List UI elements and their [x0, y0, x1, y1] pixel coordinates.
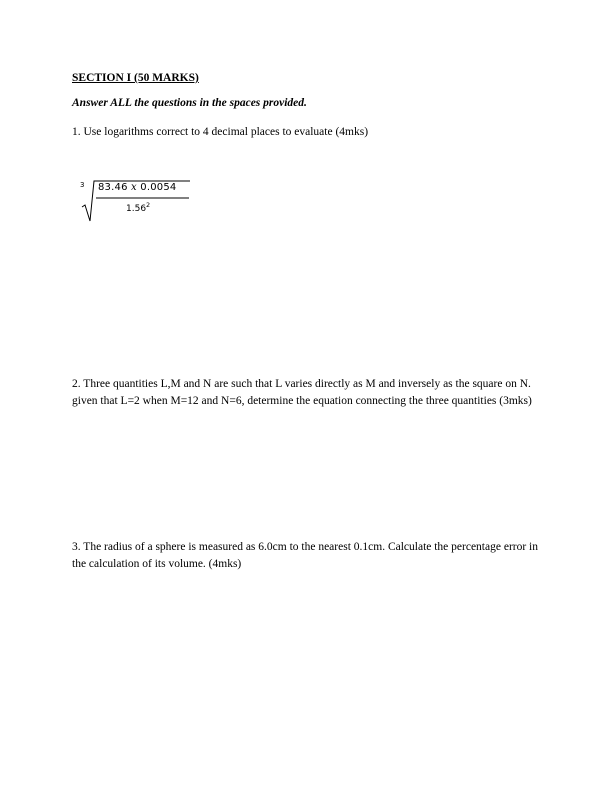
instruction-text: Answer ALL the questions in the spaces provided. [72, 97, 307, 109]
section-heading: SECTION I (50 MARKS) [72, 72, 199, 84]
denominator [126, 201, 150, 214]
numerator-b: 0.0054 [140, 182, 177, 193]
question-3-text: 3. The radius of a sphere is measured as 6.0cm to the nearest 0.1cm. Calculate the percentage error in the calculation of its volume. (4mks) [72, 541, 538, 570]
denominator-base: 1.56 [126, 204, 147, 214]
question-2-text: 2. Three quantities L,M and N are such that L varies directly as M and inversely as the square on N. given that L=2 when M=12 and N=6, determine the equation connecting the three quantities (3mks) [72, 378, 532, 407]
root-index: 3 [80, 181, 85, 189]
cube-root-expression [78, 176, 198, 224]
denominator-exponent: 2 [146, 201, 151, 209]
question-1-text: 1. Use logarithms correct to 4 decimal places to evaluate (4mks) [72, 126, 369, 138]
numerator [98, 182, 176, 193]
numerator-a: 83.46 [98, 182, 128, 193]
multiply-operator: x [131, 182, 137, 193]
